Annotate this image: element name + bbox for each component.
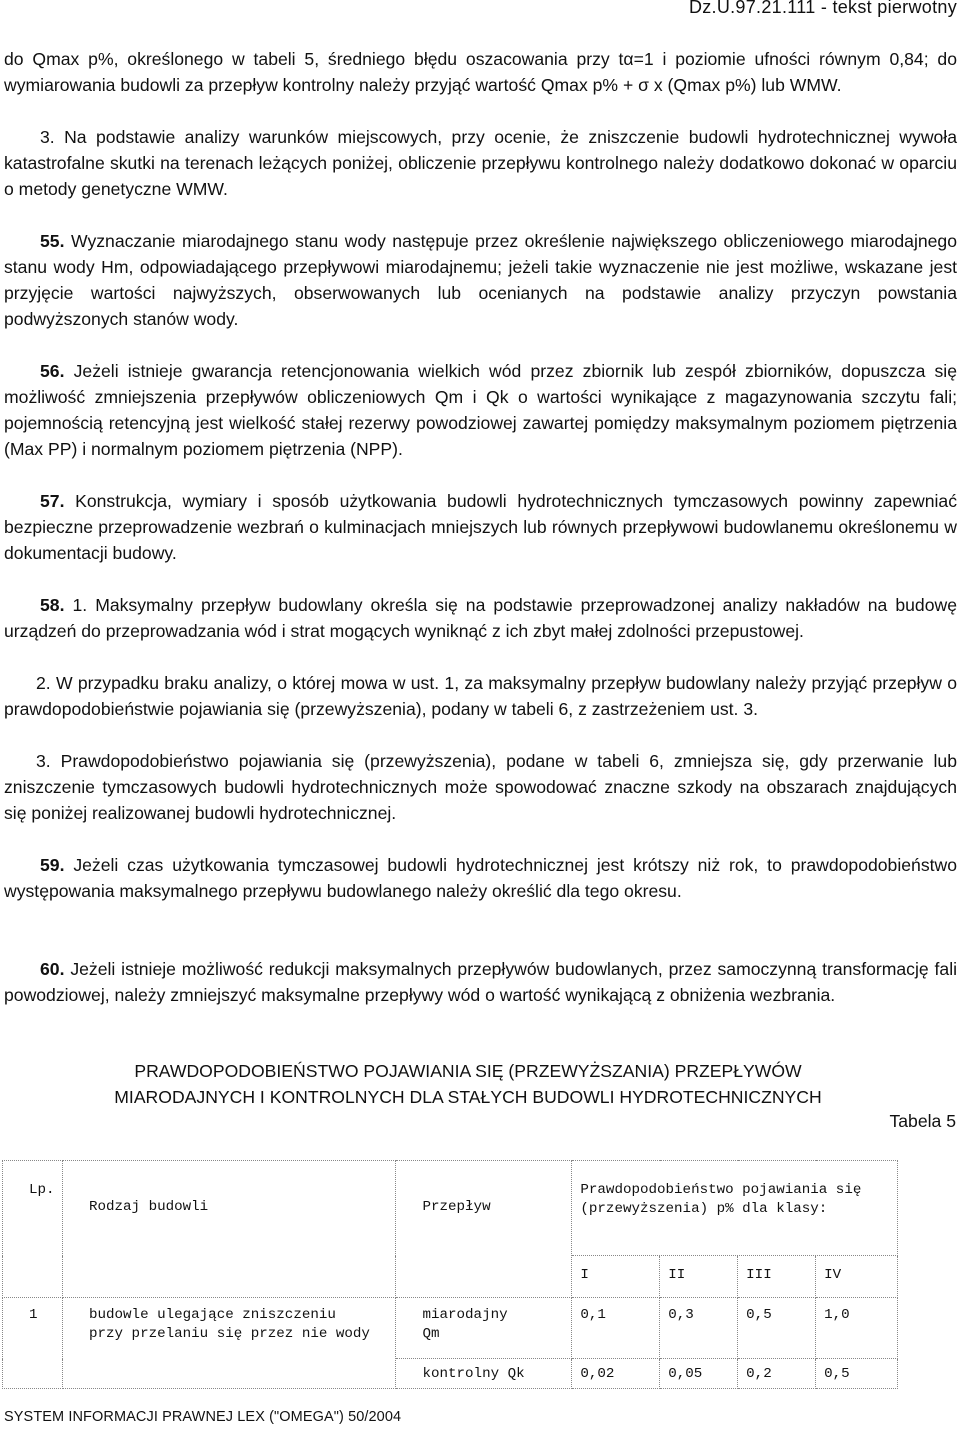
header-rodzaj: Rodzaj budowli [62,1161,395,1298]
document-header: Dz.U.97.21.111 - tekst pierwotny [688,0,957,17]
section-number: 55. [40,231,65,251]
cell-value: 0,02 [572,1359,660,1389]
cell-value: 0,2 [738,1359,816,1389]
cell-value: 0,05 [660,1359,738,1389]
class-cell: II [660,1256,738,1298]
cell-value: 0,5 [816,1359,898,1389]
section-55: 55. Wyznaczanie miarodajnego stanu wody następuje przez określenie największego obliczeniowego miarodajnego stanu wody Hm, odpowiadającego przepływowi miarodajnemu; jeżeli takie wyznaczenie nie jest możliwe, wskazane jest przyjęcie wartości najwyższych, obserwowanych lub ocenianych na podstawie analizy przyczyn powstania podwyższonych stanów wody. [4,231,957,329]
section-58-2: 2. W przypadku braku analizy, o której mowa w ust. 1, za maksymalny przepływ budowlany należy przyjąć przepływ o prawdopodobieństwie pojawiania się (przewyższenia), podany w tabeli 6, z zastrzeżeniem ust. 3. [4,673,957,719]
table-title-line-2: MIARODAJNYCH I KONTROLNYCH DLA STAŁYCH BUDOWLI HYDROTECHNICZNYCH [114,1087,822,1107]
cell-value: 0,5 [738,1298,816,1359]
paragraph-intro: do Qmax p%, określonego w tabeli 5, średniego błędu oszacowania przy tα=1 i poziomie ufności równym 0,84; do wymiarowania budowli za przepływ kontrolny należy przyjąć wartość Qmax p% + σ x (Qmax p%) lub WMW. [4,49,957,95]
header-lp: Lp. [3,1161,63,1298]
section-number: 57. [40,491,65,511]
cell-przeplyw-kontrolny: kontrolny Qk [396,1359,572,1389]
cell-value: 0,1 [572,1298,660,1359]
cell-value: 1,0 [816,1298,898,1359]
section-56: 56. Jeżeli istnieje gwarancja retencjonowania wielkich wód przez zbiornik lub zespół zbiorników, dopuszcza się możliwość zmniejszenia przepływów obliczeniowych Qm i Qk o wartości wynikające z magazynowania szczytu fali; pojemnością retencyjną jest wielkość stałej rezerwy powodziowej zawartej pomiędzy maksymalnym poziomem piętrzenia (Max PP) i normalnym poziomem piętrzenia (NPP). [4,361,957,459]
table-header-row [3,1161,898,1256]
class-cell: IV [816,1256,898,1298]
table-row [3,1298,898,1359]
table-title-line-1: PRAWDOPODOBIEŃSTWO POJAWIANIA SIĘ (PRZEWYŻSZANIA) PRZEPŁYWÓW [134,1061,802,1081]
header-prawdopodobienstwo: Prawdopodobieństwo pojawiania się (przewyższenia) p% dla klasy: [572,1161,898,1256]
section-number: 56. [40,361,65,381]
table-label: Tabela 5 [889,1111,956,1131]
probability-table [2,1160,898,1389]
section-57: 57. Konstrukcja, wymiary i sposób użytkowania budowli hydrotechnicznych tymczasowych powinny zapewniać bezpieczne przeprowadzenie wezbrań o kulminacjach mniejszych lub równych przepływowi budowlanemu określonemu w dokumentacji budowy. [4,491,958,563]
paragraph-3: 3. Na podstawie analizy warunków miejscowych, przy ocenie, że zniszczenie budowli hydrotechnicznej wywoła katastrofalne skutki na terenach leżących poniżej, obliczenie przepływu kontrolnego należy dodatkowo dokonać w oparciu o metody genetyczne WMW. [4,127,957,199]
section-number: 58. [40,595,65,615]
section-58-1: 58. 1. Maksymalny przepływ budowlany określa się na podstawie przeprowadzonej analizy nakładów na budowę urządzeń do przeprowadzania wód i strat mogących wyniknąć z ich zbyt małej zdolności przepustowej. [4,595,957,641]
header-przeplyw: Przepływ [396,1161,572,1298]
cell-value: 0,3 [660,1298,738,1359]
section-59: 59. Jeżeli czas użytkowania tymczasowej budowli hydrotechnicznej jest krótszy niż rok, to prawdopodobieństwo występowania maksymalnego przepływu budowlanego należy określić dla tego okresu. [4,855,957,901]
cell-lp: 1 [3,1298,63,1389]
section-number: 60. [40,959,65,979]
section-number: 59. [40,855,65,875]
section-60: 60. Jeżeli istnieje możliwość redukcji maksymalnych przepływów budowlanych, przez samoczynną transformację fali powodziowej, należy zmniejszyć maksymalne przepływy wód o wartość wynikającą z obniżenia wezbrania. [4,959,958,1005]
section-58-3: 3. Prawdopodobieństwo pojawiania się (przewyższenia), podane w tabeli 6, zmniejsza się, gdy przerwanie lub zniszczenie tymczasowych budowli hydrotechnicznych może spowodować znaczne szkody na obszarach znajdujących się poniżej realizowanej budowli hydrotechnicznej. [4,751,957,823]
document-footer: SYSTEM INFORMACJI PRAWNEJ LEX ("OMEGA") 50/2004 [4,1409,402,1425]
cell-przeplyw-miarodajny: miarodajny Qm [396,1298,572,1359]
class-cell: I [572,1256,660,1298]
class-cell: III [738,1256,816,1298]
cell-rodzaj: budowle ulegające zniszczeniu przy przelaniu się przez nie wody [62,1298,395,1389]
